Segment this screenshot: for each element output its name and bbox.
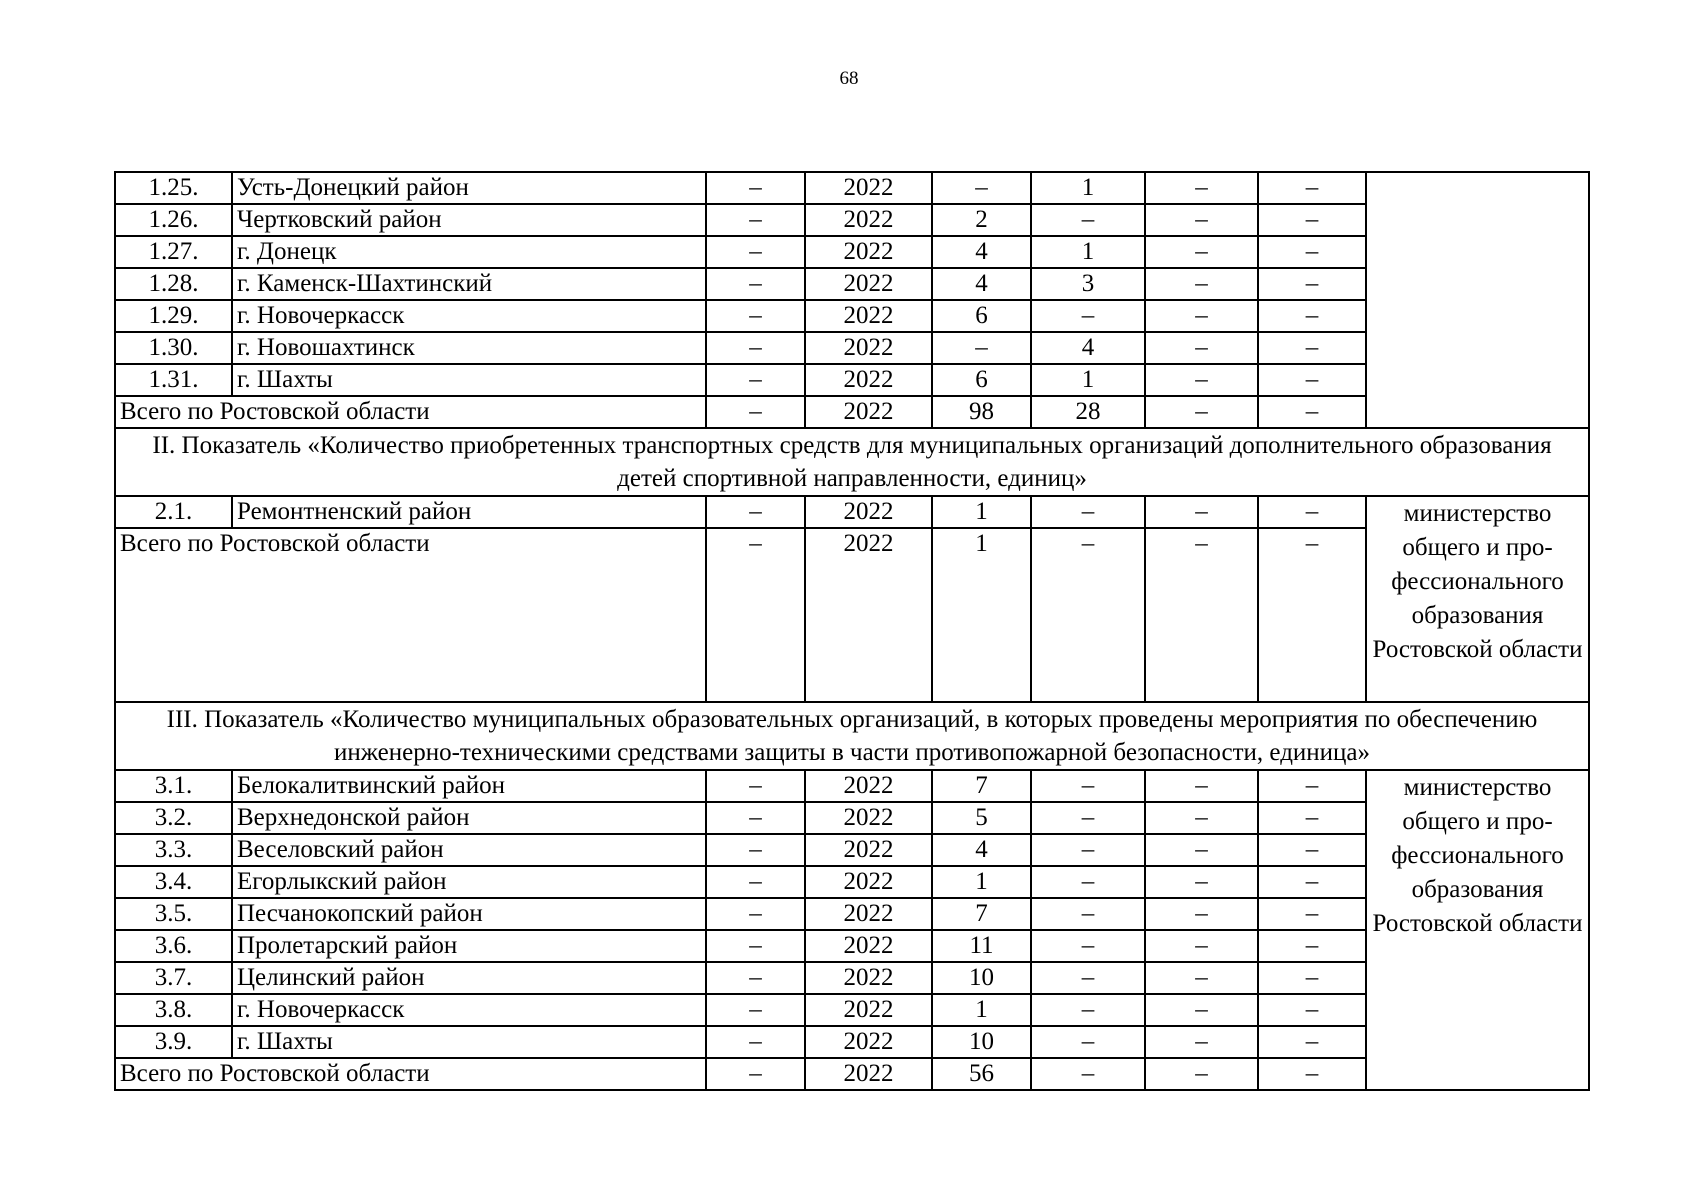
value-cell-1: – (706, 994, 805, 1026)
value-cell-1: – (706, 364, 805, 396)
value-cell-1: – (706, 396, 805, 428)
value-cell-5: – (1145, 930, 1258, 962)
municipality-name: г. Новочеркасск (232, 994, 706, 1026)
municipality-name: Усть-Донецкий район (232, 172, 706, 204)
year-cell: 2022 (805, 496, 932, 528)
value-cell-3: – (932, 332, 1031, 364)
year-cell: 2022 (805, 528, 932, 702)
indicator-table (114, 171, 1590, 1091)
value-cell-5: – (1145, 396, 1258, 428)
value-cell-3: 1 (932, 528, 1031, 702)
value-cell-1: – (706, 236, 805, 268)
municipality-name: г. Шахты (232, 364, 706, 396)
year-cell: 2022 (805, 268, 932, 300)
year-cell: 2022 (805, 1058, 932, 1090)
value-cell-6: – (1258, 1058, 1366, 1090)
value-cell-3: 7 (932, 770, 1031, 802)
value-cell-6: – (1258, 396, 1366, 428)
municipality-name: г. Новошахтинск (232, 332, 706, 364)
value-cell-6: – (1258, 802, 1366, 834)
value-cell-6: – (1258, 364, 1366, 396)
year-cell: 2022 (805, 962, 932, 994)
value-cell-6: – (1258, 866, 1366, 898)
value-cell-6: – (1258, 268, 1366, 300)
value-cell-5: – (1145, 300, 1258, 332)
year-cell: 2022 (805, 930, 932, 962)
year-cell: 2022 (805, 396, 932, 428)
value-cell-4: – (1031, 1026, 1145, 1058)
row-number: 3.9. (115, 1026, 232, 1058)
year-cell: 2022 (805, 236, 932, 268)
value-cell-4: – (1031, 802, 1145, 834)
value-cell-4: 1 (1031, 236, 1145, 268)
responsible-executor: министерство общего и про-фессионального образования Ростовской области (1366, 496, 1589, 702)
value-cell-3: 10 (932, 962, 1031, 994)
year-cell: 2022 (805, 204, 932, 236)
year-cell: 2022 (805, 300, 932, 332)
row-number: 3.6. (115, 930, 232, 962)
municipality-name: Пролетарский район (232, 930, 706, 962)
value-cell-3: 1 (932, 866, 1031, 898)
value-cell-6: – (1258, 898, 1366, 930)
responsible-executor: министерство общего и про-фессионального образования Ростовской области (1366, 770, 1589, 1090)
value-cell-5: – (1145, 1058, 1258, 1090)
row-number: 1.27. (115, 236, 232, 268)
value-cell-6: – (1258, 300, 1366, 332)
year-cell: 2022 (805, 898, 932, 930)
value-cell-5: – (1145, 1026, 1258, 1058)
value-cell-4: – (1031, 930, 1145, 962)
value-cell-1: – (706, 332, 805, 364)
section-heading: III. Показатель «Количество муниципальных образовательных организаций, в которых проведены мероприятия по обеспечению инженерно-техническими средствами защиты в части противопожарной безопасности, единица» (115, 702, 1589, 770)
value-cell-6: – (1258, 834, 1366, 866)
value-cell-5: – (1145, 172, 1258, 204)
value-cell-1: – (706, 930, 805, 962)
value-cell-6: – (1258, 994, 1366, 1026)
row-number: 3.2. (115, 802, 232, 834)
value-cell-5: – (1145, 332, 1258, 364)
row-number: 3.1. (115, 770, 232, 802)
value-cell-4: – (1031, 300, 1145, 332)
row-number: 1.30. (115, 332, 232, 364)
value-cell-5: – (1145, 204, 1258, 236)
year-cell: 2022 (805, 834, 932, 866)
municipality-name: г. Шахты (232, 1026, 706, 1058)
table-body (115, 172, 1589, 1090)
value-cell-3: 4 (932, 236, 1031, 268)
row-number: 3.7. (115, 962, 232, 994)
value-cell-1: – (706, 866, 805, 898)
year-cell: 2022 (805, 1026, 932, 1058)
value-cell-1: – (706, 962, 805, 994)
value-cell-5: – (1145, 268, 1258, 300)
value-cell-1: – (706, 496, 805, 528)
section-heading: II. Показатель «Количество приобретенных транспортных средств для муниципальных организаций дополнительного образования детей спортивной направленности, единиц» (115, 428, 1589, 496)
value-cell-3: 6 (932, 300, 1031, 332)
year-cell: 2022 (805, 770, 932, 802)
table-row (115, 496, 1589, 528)
row-number: 1.26. (115, 204, 232, 236)
value-cell-4: – (1031, 770, 1145, 802)
value-cell-3: 7 (932, 898, 1031, 930)
row-number: 3.4. (115, 866, 232, 898)
value-cell-5: – (1145, 898, 1258, 930)
value-cell-6: – (1258, 496, 1366, 528)
value-cell-3: 10 (932, 1026, 1031, 1058)
row-number: 3.5. (115, 898, 232, 930)
value-cell-1: – (706, 528, 805, 702)
table-row (115, 770, 1589, 802)
value-cell-1: – (706, 300, 805, 332)
section-heading-row (115, 428, 1589, 496)
value-cell-4: – (1031, 204, 1145, 236)
row-number: 3.3. (115, 834, 232, 866)
municipality-name: г. Новочеркасск (232, 300, 706, 332)
year-cell: 2022 (805, 994, 932, 1026)
value-cell-1: – (706, 204, 805, 236)
value-cell-6: – (1258, 930, 1366, 962)
value-cell-5: – (1145, 770, 1258, 802)
value-cell-4: 1 (1031, 172, 1145, 204)
value-cell-5: – (1145, 236, 1258, 268)
municipality-name: г. Донецк (232, 236, 706, 268)
value-cell-6: – (1258, 770, 1366, 802)
municipality-name: г. Каменск-Шахтинский (232, 268, 706, 300)
row-number: 1.28. (115, 268, 232, 300)
value-cell-4: 1 (1031, 364, 1145, 396)
municipality-name: Белокалитвинский район (232, 770, 706, 802)
value-cell-5: – (1145, 962, 1258, 994)
section-heading-row (115, 702, 1589, 770)
value-cell-5: – (1145, 994, 1258, 1026)
table-row (115, 172, 1589, 204)
value-cell-1: – (706, 172, 805, 204)
value-cell-4: 3 (1031, 268, 1145, 300)
value-cell-6: – (1258, 172, 1366, 204)
row-number: 1.25. (115, 172, 232, 204)
municipality-name: Егорлыкский район (232, 866, 706, 898)
value-cell-3: – (932, 172, 1031, 204)
value-cell-6: – (1258, 1026, 1366, 1058)
value-cell-4: – (1031, 496, 1145, 528)
value-cell-3: 1 (932, 496, 1031, 528)
value-cell-4: 4 (1031, 332, 1145, 364)
value-cell-1: – (706, 802, 805, 834)
value-cell-4: – (1031, 866, 1145, 898)
value-cell-4: – (1031, 834, 1145, 866)
value-cell-3: 6 (932, 364, 1031, 396)
value-cell-5: – (1145, 834, 1258, 866)
municipality-name: Веселовский район (232, 834, 706, 866)
value-cell-1: – (706, 1058, 805, 1090)
value-cell-3: 98 (932, 396, 1031, 428)
year-cell: 2022 (805, 866, 932, 898)
value-cell-1: – (706, 770, 805, 802)
value-cell-6: – (1258, 236, 1366, 268)
year-cell: 2022 (805, 332, 932, 364)
total-label: Всего по Ростовской области (115, 528, 706, 702)
municipality-name: Верхнедонской район (232, 802, 706, 834)
page-number: 68 (839, 68, 859, 89)
municipality-name: Песчанокопский район (232, 898, 706, 930)
row-number: 3.8. (115, 994, 232, 1026)
value-cell-5: – (1145, 364, 1258, 396)
value-cell-3: 1 (932, 994, 1031, 1026)
value-cell-1: – (706, 268, 805, 300)
value-cell-5: – (1145, 802, 1258, 834)
total-label: Всего по Ростовской области (115, 1058, 706, 1090)
value-cell-5: – (1145, 496, 1258, 528)
value-cell-4: – (1031, 898, 1145, 930)
row-number: 1.29. (115, 300, 232, 332)
value-cell-5: – (1145, 528, 1258, 702)
value-cell-1: – (706, 898, 805, 930)
year-cell: 2022 (805, 364, 932, 396)
year-cell: 2022 (805, 172, 932, 204)
value-cell-3: 4 (932, 834, 1031, 866)
row-number: 1.31. (115, 364, 232, 396)
value-cell-3: 2 (932, 204, 1031, 236)
value-cell-4: – (1031, 1058, 1145, 1090)
municipality-name: Целинский район (232, 962, 706, 994)
value-cell-6: – (1258, 332, 1366, 364)
total-label: Всего по Ростовской области (115, 396, 706, 428)
year-cell: 2022 (805, 802, 932, 834)
value-cell-4: – (1031, 528, 1145, 702)
value-cell-4: – (1031, 994, 1145, 1026)
municipality-name: Чертковский район (232, 204, 706, 236)
value-cell-5: – (1145, 866, 1258, 898)
value-cell-3: 56 (932, 1058, 1031, 1090)
value-cell-1: – (706, 834, 805, 866)
value-cell-3: 5 (932, 802, 1031, 834)
value-cell-3: 11 (932, 930, 1031, 962)
value-cell-4: – (1031, 962, 1145, 994)
row-number: 2.1. (115, 496, 232, 528)
value-cell-6: – (1258, 204, 1366, 236)
responsible-executor (1366, 172, 1589, 428)
value-cell-3: 4 (932, 268, 1031, 300)
municipality-name: Ремонтненский район (232, 496, 706, 528)
value-cell-1: – (706, 1026, 805, 1058)
value-cell-6: – (1258, 528, 1366, 702)
value-cell-4: 28 (1031, 396, 1145, 428)
value-cell-6: – (1258, 962, 1366, 994)
